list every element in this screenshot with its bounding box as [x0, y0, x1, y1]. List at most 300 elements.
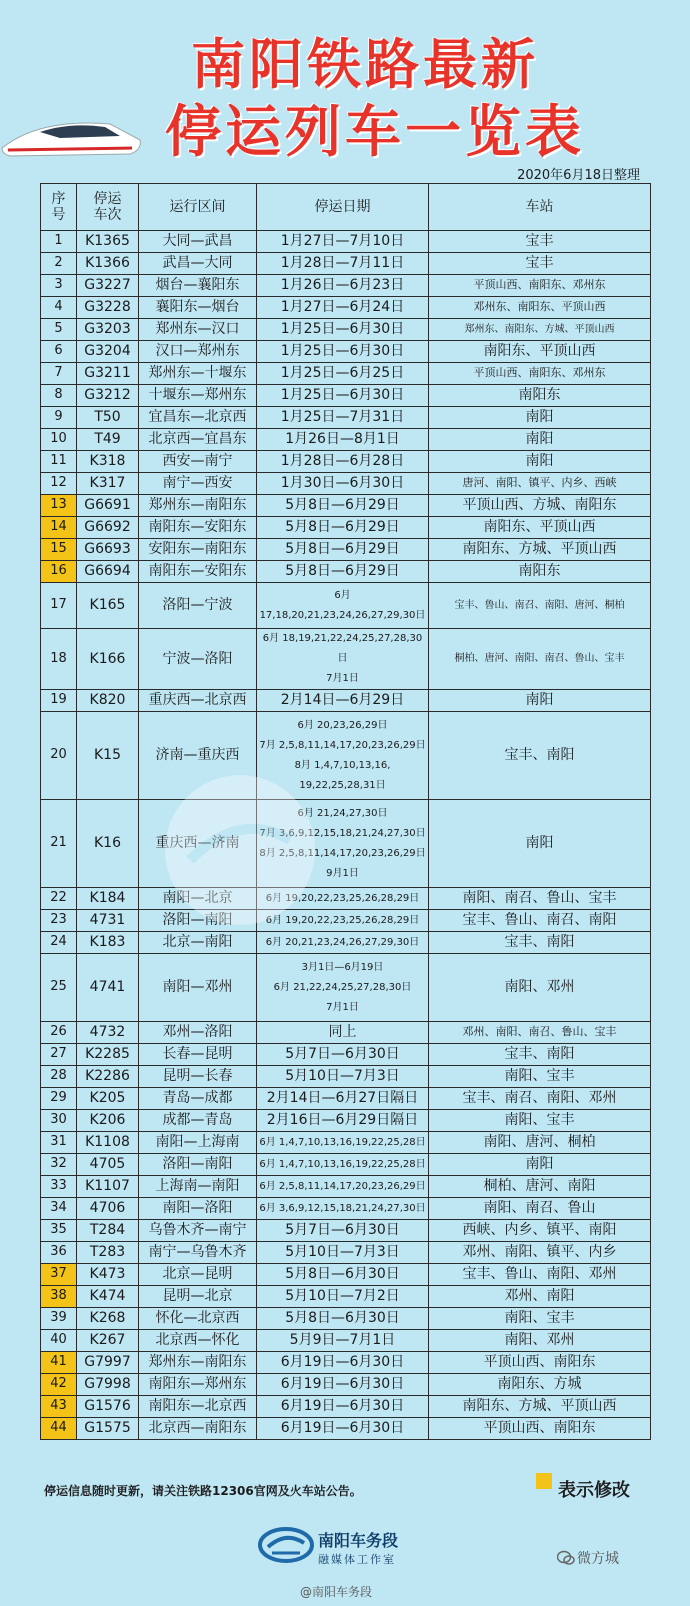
row-number: 10	[41, 429, 77, 451]
row-number: 7	[41, 363, 77, 385]
date-line: 5月10日—7月3日	[285, 1068, 400, 1085]
route-section: 南阳—邓州	[139, 954, 257, 1022]
suspension-dates	[257, 297, 429, 319]
date-line: 2月14日—6月29日	[280, 692, 405, 709]
suspension-dates	[257, 690, 429, 712]
table-row	[41, 1088, 651, 1110]
row-number: 3	[41, 275, 77, 297]
suspension-dates	[257, 1418, 429, 1440]
suspension-dates	[257, 451, 429, 473]
suspension-dates	[257, 1198, 429, 1220]
train-number: K820	[77, 690, 139, 712]
table-row	[41, 583, 651, 629]
stations: 南阳东、平顶山西	[429, 517, 651, 539]
table-row	[41, 231, 651, 253]
stations: 平顶山西、方城、南阳东	[429, 495, 651, 517]
railway-logo-icon	[258, 1525, 314, 1565]
title-line-2: 停运列车一览表	[165, 100, 585, 165]
route-section: 汉口—郑州东	[139, 341, 257, 363]
stations: 南阳、宝丰	[429, 1308, 651, 1330]
row-number: 14	[41, 517, 77, 539]
route-section: 乌鲁木齐—南宁	[139, 1220, 257, 1242]
route-section: 重庆西—北京西	[139, 690, 257, 712]
table-row	[41, 341, 651, 363]
table-row	[41, 1418, 651, 1440]
route-section: 洛阳—宁波	[139, 583, 257, 629]
date-line: 1月30日—6月30日	[280, 475, 405, 492]
train-number: G3212	[77, 385, 139, 407]
route-section: 南阳东—北京西	[139, 1396, 257, 1418]
train-number: K15	[77, 712, 139, 800]
table-row	[41, 1066, 651, 1088]
stations: 南阳、南召、鲁山	[429, 1198, 651, 1220]
stations: 邓州、南阳	[429, 1286, 651, 1308]
route-section: 洛阳—南阳	[139, 910, 257, 932]
row-number: 19	[41, 690, 77, 712]
brand-name: 南阳车务段	[318, 1531, 399, 1550]
route-section: 南阳—上海南	[139, 1132, 257, 1154]
date-line: 6月19日—6月30日	[280, 1420, 405, 1437]
route-section: 襄阳东—烟台	[139, 297, 257, 319]
stations: 桐柏、唐河、南阳、南召、鲁山、宝丰	[429, 629, 651, 690]
row-number: 34	[41, 1198, 77, 1220]
row-number: 38	[41, 1286, 77, 1308]
train-icon	[0, 110, 150, 170]
table-row	[41, 561, 651, 583]
suspension-dates	[257, 1242, 429, 1264]
suspension-dates	[257, 1374, 429, 1396]
table-row	[41, 1198, 651, 1220]
stations: 邓州东、南阳东、平顶山西	[429, 297, 651, 319]
suspension-dates	[257, 1154, 429, 1176]
train-number: K16	[77, 800, 139, 888]
date-line: 6月 21,24,27,30日	[297, 807, 388, 819]
stations: 南阳	[429, 1154, 651, 1176]
date-line: 1月28日—6月28日	[280, 453, 405, 470]
table-row	[41, 319, 651, 341]
date-line: 7月 2,5,8,11,14,17,20,23,26,29日	[259, 739, 426, 751]
suspension-dates	[257, 1264, 429, 1286]
route-section: 烟台—襄阳东	[139, 275, 257, 297]
train-number: G3211	[77, 363, 139, 385]
table-row	[41, 932, 651, 954]
train-number: 4731	[77, 910, 139, 932]
suspension-dates	[257, 1066, 429, 1088]
row-number: 12	[41, 473, 77, 495]
stations: 宝丰	[429, 253, 651, 275]
route-section: 南阳东—郑州东	[139, 1374, 257, 1396]
date-line: 1月25日—7月31日	[280, 409, 405, 426]
stations: 南阳	[429, 690, 651, 712]
row-number: 11	[41, 451, 77, 473]
legend-text: 表示修改	[558, 1480, 630, 1501]
route-section: 南宁—乌鲁木齐	[139, 1242, 257, 1264]
stations: 宝丰、南召、南阳、邓州	[429, 1088, 651, 1110]
row-number: 17	[41, 583, 77, 629]
train-number: K184	[77, 888, 139, 910]
route-section: 青岛—成都	[139, 1088, 257, 1110]
route-section: 郑州东—南阳东	[139, 495, 257, 517]
stations: 南阳、唐河、桐柏	[429, 1132, 651, 1154]
route-section: 上海南—南阳	[139, 1176, 257, 1198]
suspension-dates	[257, 517, 429, 539]
table-row	[41, 1286, 651, 1308]
header-no: 序 号	[41, 184, 77, 231]
table-row	[41, 363, 651, 385]
train-number: K165	[77, 583, 139, 629]
stations: 宝丰、鲁山、南召、南阳、唐河、桐柏	[429, 583, 651, 629]
compiled-date: 2020年6月18日整理	[517, 168, 640, 183]
row-number: 16	[41, 561, 77, 583]
suspension-dates	[257, 1396, 429, 1418]
route-section: 南阳—洛阳	[139, 1198, 257, 1220]
date-line: 2月14日—6月27日隔日	[266, 1090, 419, 1107]
date-line: 1月25日—6月30日	[280, 343, 405, 360]
route-section: 南阳东—安阳东	[139, 561, 257, 583]
train-number: 4732	[77, 1022, 139, 1044]
suspension-dates	[257, 1330, 429, 1352]
table-row	[41, 385, 651, 407]
train-number: K1108	[77, 1132, 139, 1154]
stations: 宝丰、鲁山、南阳、邓州	[429, 1264, 651, 1286]
suspension-dates	[257, 495, 429, 517]
train-number: K473	[77, 1264, 139, 1286]
stations: 南阳、宝丰	[429, 1066, 651, 1088]
date-line: 6月 21,22,24,25,27,28,30日	[273, 981, 412, 993]
row-number: 29	[41, 1088, 77, 1110]
suspension-dates	[257, 561, 429, 583]
route-section: 怀化—北京西	[139, 1308, 257, 1330]
table-row	[41, 429, 651, 451]
train-number: G7997	[77, 1352, 139, 1374]
suspension-dates	[257, 1176, 429, 1198]
route-section: 安阳东—南阳东	[139, 539, 257, 561]
date-line: 5月10日—7月2日	[285, 1288, 400, 1305]
route-section: 宁波—洛阳	[139, 629, 257, 690]
footer-note: 停运信息随时更新，请关注铁路12306官网及火车站公告。	[44, 1484, 362, 1498]
date-line: 6月 19,20,22,23,25,26,28,29日	[265, 914, 420, 926]
date-line: 5月8日—6月29日	[285, 497, 400, 514]
table-header-row	[41, 184, 651, 231]
table-row	[41, 1154, 651, 1176]
row-number: 5	[41, 319, 77, 341]
train-table	[40, 183, 651, 1440]
suspension-dates	[257, 429, 429, 451]
date-line: 6月 2,5,8,11,14,17,20,23,26,29日	[259, 1180, 426, 1192]
suspension-dates	[257, 385, 429, 407]
date-line: 7月1日	[326, 1001, 359, 1013]
date-line: 8月 1,4,7,10,13,16,	[294, 759, 391, 771]
date-line: 6月 3,6,9,12,15,18,21,24,27,30日	[259, 1202, 426, 1214]
route-section: 成都—青岛	[139, 1110, 257, 1132]
train-number: G3204	[77, 341, 139, 363]
route-section: 郑州东—汉口	[139, 319, 257, 341]
date-line: 1月28日—7月11日	[280, 255, 405, 272]
suspension-dates	[257, 932, 429, 954]
suspension-dates	[257, 407, 429, 429]
route-section: 北京西—南阳东	[139, 1418, 257, 1440]
row-number: 28	[41, 1066, 77, 1088]
table-row	[41, 1220, 651, 1242]
table-row	[41, 888, 651, 910]
stations: 宝丰、鲁山、南召、南阳	[429, 910, 651, 932]
row-number: 2	[41, 253, 77, 275]
table-row	[41, 1330, 651, 1352]
route-section: 洛阳—南阳	[139, 1154, 257, 1176]
table-row	[41, 1044, 651, 1066]
stations: 南阳东	[429, 385, 651, 407]
table-row	[41, 1374, 651, 1396]
train-number: K1107	[77, 1176, 139, 1198]
route-section: 南阳东—安阳东	[139, 517, 257, 539]
suspension-dates	[257, 800, 429, 888]
stations: 西峡、内乡、镇平、南阳	[429, 1220, 651, 1242]
route-section: 南阳—北京	[139, 888, 257, 910]
route-section: 北京—昆明	[139, 1264, 257, 1286]
date-line: 1月26日—8月1日	[285, 431, 400, 448]
route-section: 十堰东—郑州东	[139, 385, 257, 407]
train-number: T50	[77, 407, 139, 429]
suspension-dates	[257, 1308, 429, 1330]
suspension-dates	[257, 1110, 429, 1132]
train-number: G3228	[77, 297, 139, 319]
suspension-dates	[257, 1022, 429, 1044]
train-number: G7998	[77, 1374, 139, 1396]
train-number: T49	[77, 429, 139, 451]
train-number: K2285	[77, 1044, 139, 1066]
row-number: 32	[41, 1154, 77, 1176]
table-row	[41, 1110, 651, 1132]
table-row	[41, 1132, 651, 1154]
legend-swatch	[536, 1473, 552, 1489]
date-line: 1月27日—6月24日	[280, 299, 405, 316]
date-line: 5月8日—6月30日	[285, 1266, 400, 1283]
route-section: 宜昌东—北京西	[139, 407, 257, 429]
train-number: 4706	[77, 1198, 139, 1220]
train-number: K268	[77, 1308, 139, 1330]
stations: 平顶山西、南阳东	[429, 1418, 651, 1440]
date-line: 1月25日—6月25日	[280, 365, 405, 382]
suspension-dates	[257, 712, 429, 800]
row-number: 30	[41, 1110, 77, 1132]
row-number: 43	[41, 1396, 77, 1418]
train-number: K1365	[77, 231, 139, 253]
row-number: 41	[41, 1352, 77, 1374]
date-line: 19,22,25,28,31日	[299, 779, 386, 791]
stations: 南阳	[429, 800, 651, 888]
table-row	[41, 1264, 651, 1286]
stations: 南阳东、方城、平顶山西	[429, 539, 651, 561]
row-number: 24	[41, 932, 77, 954]
table-row	[41, 690, 651, 712]
table-row	[41, 297, 651, 319]
date-line: 6月19日—6月30日	[280, 1398, 405, 1415]
date-line: 17,18,20,21,23,24,26,27,29,30日	[259, 609, 426, 621]
row-number: 4	[41, 297, 77, 319]
row-number: 27	[41, 1044, 77, 1066]
route-section: 北京西—宜昌东	[139, 429, 257, 451]
header-dates: 停运日期	[257, 184, 429, 231]
train-number: K206	[77, 1110, 139, 1132]
date-line: 6月 20,23,26,29日	[297, 719, 388, 731]
row-number: 13	[41, 495, 77, 517]
table-row	[41, 451, 651, 473]
row-number: 21	[41, 800, 77, 888]
row-number: 26	[41, 1022, 77, 1044]
row-number: 33	[41, 1176, 77, 1198]
weibo-handle: @南阳车务段	[300, 1585, 373, 1599]
date-line: 同上	[328, 1024, 357, 1041]
row-number: 23	[41, 910, 77, 932]
train-number: 4705	[77, 1154, 139, 1176]
stations: 南阳、宝丰	[429, 1110, 651, 1132]
train-number: G1575	[77, 1418, 139, 1440]
table-row	[41, 253, 651, 275]
table-row	[41, 517, 651, 539]
stations: 宝丰	[429, 231, 651, 253]
route-section: 西安—南宁	[139, 451, 257, 473]
row-number: 44	[41, 1418, 77, 1440]
stations: 郑州东、南阳东、方城、平顶山西	[429, 319, 651, 341]
route-section: 郑州东—十堰东	[139, 363, 257, 385]
stations: 宝丰、南阳	[429, 712, 651, 800]
date-line: 7月 3,6,9,12,15,18,21,24,27,30日	[259, 827, 426, 839]
stations: 平顶山西、南阳东	[429, 1352, 651, 1374]
stations: 平顶山西、南阳东、邓州东	[429, 275, 651, 297]
train-number: K1366	[77, 253, 139, 275]
stations: 南阳东	[429, 561, 651, 583]
date-line: 5月7日—6月30日	[285, 1046, 400, 1063]
train-number: G3203	[77, 319, 139, 341]
route-section: 郑州东—南阳东	[139, 1352, 257, 1374]
date-line: 5月8日—6月29日	[285, 563, 400, 580]
date-line: 5月8日—6月29日	[285, 541, 400, 558]
stations: 南阳、邓州	[429, 1330, 651, 1352]
route-section: 长春—昆明	[139, 1044, 257, 1066]
stations: 南阳、邓州	[429, 954, 651, 1022]
suspension-dates	[257, 363, 429, 385]
stations: 桐柏、唐河、南阳	[429, 1176, 651, 1198]
stations: 南阳东、方城	[429, 1374, 651, 1396]
date-line: 6月 1,4,7,10,13,16,19,22,25,28日	[259, 1158, 426, 1170]
stations: 南阳东、方城、平顶山西	[429, 1396, 651, 1418]
row-number: 9	[41, 407, 77, 429]
stations: 南阳东、平顶山西	[429, 341, 651, 363]
suspension-dates	[257, 231, 429, 253]
date-line: 6月 20,21,23,24,26,27,29,30日	[265, 936, 420, 948]
route-section: 昆明—北京	[139, 1286, 257, 1308]
suspension-dates	[257, 1352, 429, 1374]
train-number: G3227	[77, 275, 139, 297]
route-section: 北京西—怀化	[139, 1330, 257, 1352]
route-section: 邓州—洛阳	[139, 1022, 257, 1044]
train-number: G6693	[77, 539, 139, 561]
route-section: 济南—重庆西	[139, 712, 257, 800]
date-line: 9月1日	[326, 867, 359, 879]
table-body	[41, 231, 651, 1440]
date-line: 8月 2,5,8,11,14,17,20,23,26,29日	[259, 847, 426, 859]
date-line: 1月27日—7月10日	[280, 233, 405, 250]
suspension-dates	[257, 253, 429, 275]
train-number: K205	[77, 1088, 139, 1110]
route-section: 南宁—西安	[139, 473, 257, 495]
suspension-dates	[257, 1044, 429, 1066]
train-number: 4741	[77, 954, 139, 1022]
suspension-dates	[257, 888, 429, 910]
route-section: 大同—武昌	[139, 231, 257, 253]
suspension-dates	[257, 1088, 429, 1110]
route-section: 北京—南阳	[139, 932, 257, 954]
stations: 南阳、南召、鲁山、宝丰	[429, 888, 651, 910]
row-number: 37	[41, 1264, 77, 1286]
stations: 邓州、南阳、镇平、内乡	[429, 1242, 651, 1264]
date-line: 6月19日—6月30日	[280, 1376, 405, 1393]
row-number: 39	[41, 1308, 77, 1330]
row-number: 22	[41, 888, 77, 910]
table-row	[41, 1022, 651, 1044]
date-line: 5月10日—7月3日	[285, 1244, 400, 1261]
row-number: 35	[41, 1220, 77, 1242]
train-number: G6694	[77, 561, 139, 583]
date-line: 6月 19,20,22,23,25,26,28,29日	[265, 892, 420, 904]
train-number: K267	[77, 1330, 139, 1352]
suspension-dates	[257, 319, 429, 341]
row-number: 18	[41, 629, 77, 690]
header-section: 运行区间	[139, 184, 257, 231]
date-line: 5月8日—6月29日	[285, 519, 400, 536]
row-number: 20	[41, 712, 77, 800]
row-number: 40	[41, 1330, 77, 1352]
table-row	[41, 275, 651, 297]
suspension-dates	[257, 1132, 429, 1154]
date-line: 1月26日—6月23日	[280, 277, 405, 294]
date-line: 6月	[334, 589, 351, 601]
stations: 唐河、南阳、镇平、内乡、西峡	[429, 473, 651, 495]
train-number: K183	[77, 932, 139, 954]
stations: 平顶山西、南阳东、邓州东	[429, 363, 651, 385]
table-row	[41, 1176, 651, 1198]
wechat-label: 微方城	[577, 1551, 619, 1567]
train-number: K318	[77, 451, 139, 473]
route-section: 昆明—长春	[139, 1066, 257, 1088]
route-section: 重庆西—济南	[139, 800, 257, 888]
row-number: 42	[41, 1374, 77, 1396]
date-line: 1月25日—6月30日	[280, 321, 405, 338]
train-number: G6692	[77, 517, 139, 539]
suspension-dates	[257, 954, 429, 1022]
train-number: T283	[77, 1242, 139, 1264]
table-row	[41, 1352, 651, 1374]
date-line: 5月8日—6月30日	[285, 1310, 400, 1327]
brand-subtitle: 融媒体工作室	[318, 1553, 396, 1566]
date-line: 6月 1,4,7,10,13,16,19,22,25,28日	[259, 1136, 426, 1148]
suspension-dates	[257, 1286, 429, 1308]
table-row	[41, 712, 651, 800]
suspension-dates	[257, 275, 429, 297]
date-line: 6月19日—6月30日	[280, 1354, 405, 1371]
table-row	[41, 629, 651, 690]
table-row	[41, 954, 651, 1022]
date-line: 6月 18,19,21,22,24,25,27,28,30日	[262, 633, 423, 664]
table-row	[41, 1396, 651, 1418]
table-row	[41, 910, 651, 932]
stations: 邓州、南阳、南召、鲁山、宝丰	[429, 1022, 651, 1044]
stations: 南阳	[429, 429, 651, 451]
row-number: 6	[41, 341, 77, 363]
stations: 南阳	[429, 451, 651, 473]
row-number: 1	[41, 231, 77, 253]
row-number: 31	[41, 1132, 77, 1154]
